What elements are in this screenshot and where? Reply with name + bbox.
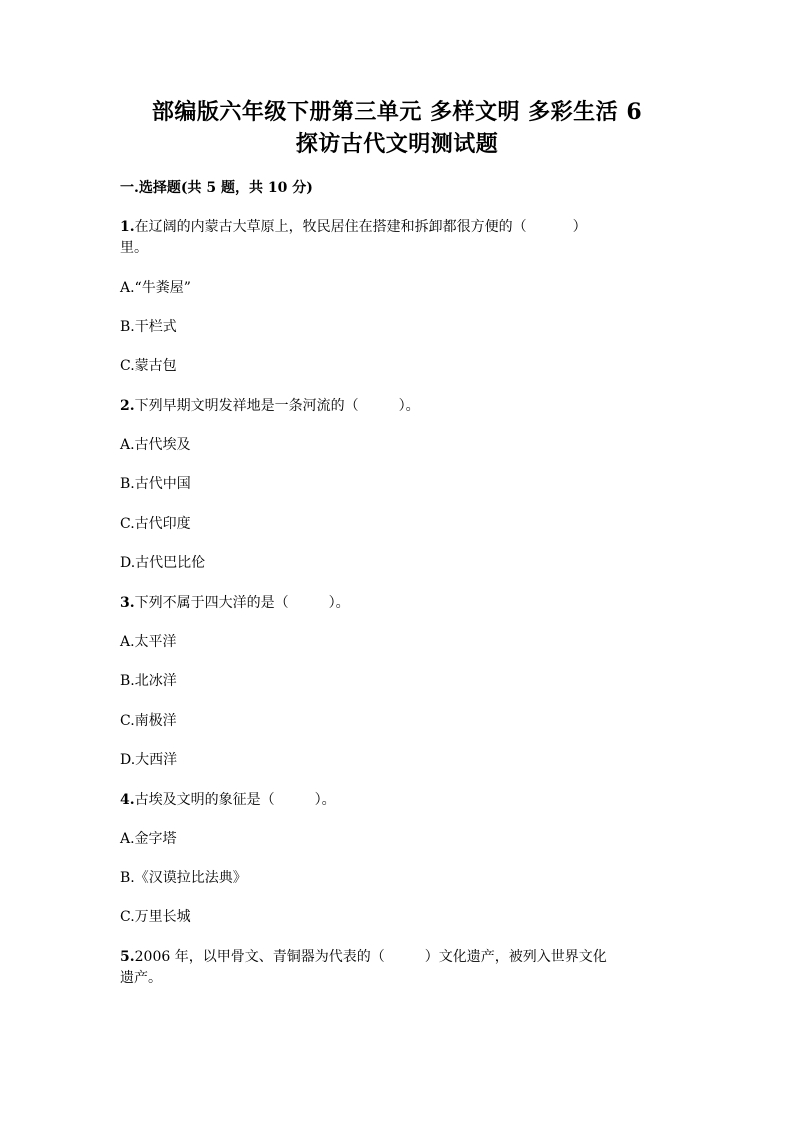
- question-text: 2006 年，以甲骨文、青铜器为代表的（: [134, 949, 385, 965]
- question-number: 1.: [120, 219, 135, 235]
- question-5: [120, 947, 675, 989]
- question-text-end: ）。: [328, 595, 350, 611]
- question-text: 古埃及文明的象征是（: [134, 792, 275, 808]
- question-text-end: ）文化遗产，被列入世界文化: [424, 949, 607, 965]
- question-text-line-2: 里。: [120, 240, 148, 256]
- question-3: [120, 593, 675, 614]
- option-4c: C.万里长城: [120, 909, 191, 925]
- option-4a: A.金字塔: [120, 831, 177, 847]
- option-3a: A.太平洋: [120, 634, 177, 650]
- document-title-line-2: 探访古代文明测试题: [295, 131, 499, 157]
- question-4: [120, 790, 675, 811]
- option-3c: C.南极洋: [120, 713, 177, 729]
- question-text-end: ）: [572, 219, 587, 235]
- question-text: 下列不属于四大洋的是（: [134, 595, 289, 611]
- question-number: 3.: [120, 595, 135, 611]
- question-number: 4.: [120, 792, 135, 808]
- question-text: 在辽阔的内蒙古大草原上，牧民居住在搭建和拆卸都很方便的（: [134, 219, 527, 235]
- question-text-end: ）。: [314, 792, 336, 808]
- document-title-line-1: 部编版六年级下册第三单元 多样文明 多彩生活 6: [151, 99, 643, 125]
- question-2: [120, 396, 675, 417]
- option-2a: A.古代埃及: [120, 437, 191, 453]
- question-1: [120, 217, 675, 259]
- question-number: 5.: [120, 949, 135, 965]
- question-text-end: ）。: [398, 398, 420, 414]
- question-number: 2.: [120, 398, 135, 414]
- question-text: 下列早期文明发祥地是一条河流的（: [134, 398, 359, 414]
- option-1a: A.“牛粪屋”: [120, 280, 191, 296]
- option-1c: C.蒙古包: [120, 358, 177, 374]
- option-3b: B.北冰洋: [120, 673, 177, 689]
- option-1b: B.干栏式: [120, 319, 177, 335]
- option-4b: B.《汉谟拉比法典》: [120, 870, 247, 886]
- section-heading: 一.选择题(共 5 题，共 10 分): [120, 180, 313, 196]
- option-2b: B.古代中国: [120, 476, 191, 492]
- option-2d: D.古代巴比伦: [120, 555, 206, 571]
- option-3d: D.大西洋: [120, 752, 178, 768]
- question-text-line-2: 遗产。: [120, 970, 162, 986]
- option-2c: C.古代印度: [120, 516, 191, 532]
